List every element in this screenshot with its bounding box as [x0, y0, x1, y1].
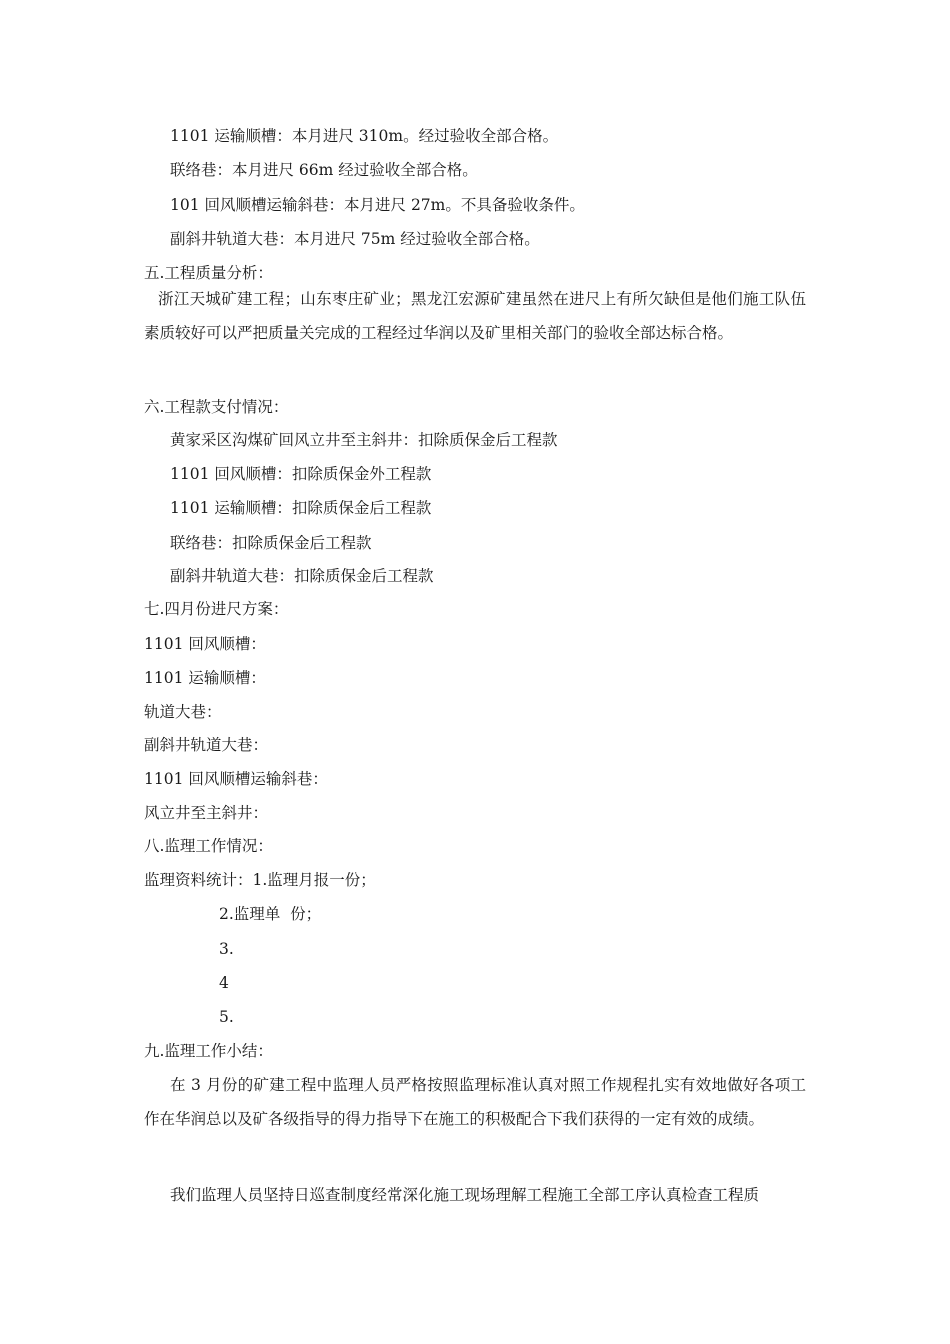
stats-sub-item: 2.监理单 份；: [219, 905, 322, 923]
section-heading: 六.工程款支付情况：: [144, 398, 289, 416]
section-heading: 五.工程质量分析：: [144, 264, 273, 282]
plan-item: 风立井至主斜井：: [144, 804, 269, 822]
section-heading: 七.四月份进尺方案：: [144, 600, 289, 618]
stats-sub-item: 5.: [219, 1008, 234, 1026]
quality-analysis-paragraph: 浙江天城矿建工程；山东枣庄矿业；黑龙江宏源矿建虽然在进尺上有所欠缺但是他们施工队伍素质较好可以严把质量关完成的工程经过华润以及矿里相关部门的验收全部达标合格。: [144, 290, 806, 342]
payment-item: 副斜井轨道大巷：扣除质保金后工程款: [170, 567, 434, 585]
payment-item: 1101 运输顺槽：扣除质保金后工程款: [170, 499, 432, 517]
progress-item: 联络巷：本月进尺 66m 经过验收全部合格。: [170, 161, 478, 179]
summary-paragraph: 在 3 月份的矿建工程中监理人员严格按照监理标准认真对照工作规程扎实有效地做好各项工作在华润总以及矿各级指导的得力指导下在施工的积极配合下我们获得的一定有效的成绩。: [144, 1076, 806, 1128]
plan-item: 副斜井轨道大巷：: [144, 736, 269, 754]
payment-item: 1101 回风顺槽：扣除质保金外工程款: [170, 465, 432, 483]
stats-line: 监理资料统计：1.监理月报一份；: [144, 871, 376, 889]
payment-item: 联络巷：扣除质保金后工程款: [170, 534, 372, 552]
stats-sub-item: 4: [219, 974, 229, 992]
plan-item: 1101 回风顺槽运输斜巷：: [144, 770, 328, 788]
plan-item: 1101 回风顺槽：: [144, 635, 266, 653]
plan-item: 1101 运输顺槽：: [144, 669, 266, 687]
progress-item: 101 回风顺槽运输斜巷：本月进尺 27m。不具备验收条件。: [170, 196, 585, 214]
summary-paragraph: 我们监理人员坚持日巡查制度经常深化施工现场理解工程施工全部工序认真检查工程质: [170, 1186, 760, 1204]
payment-item: 黄家采区沟煤矿回风立井至主斜井：扣除质保金后工程款: [170, 431, 558, 449]
plan-item: 轨道大巷：: [144, 703, 222, 721]
section-heading: 八.监理工作情况：: [144, 837, 273, 855]
progress-item: 副斜井轨道大巷：本月进尺 75m 经过验收全部合格。: [170, 230, 540, 248]
stats-sub-item: 3.: [219, 940, 234, 958]
progress-item: 1101 运输顺槽：本月进尺 310m。经过验收全部合格。: [170, 127, 559, 145]
section-heading: 九.监理工作小结：: [144, 1042, 273, 1060]
